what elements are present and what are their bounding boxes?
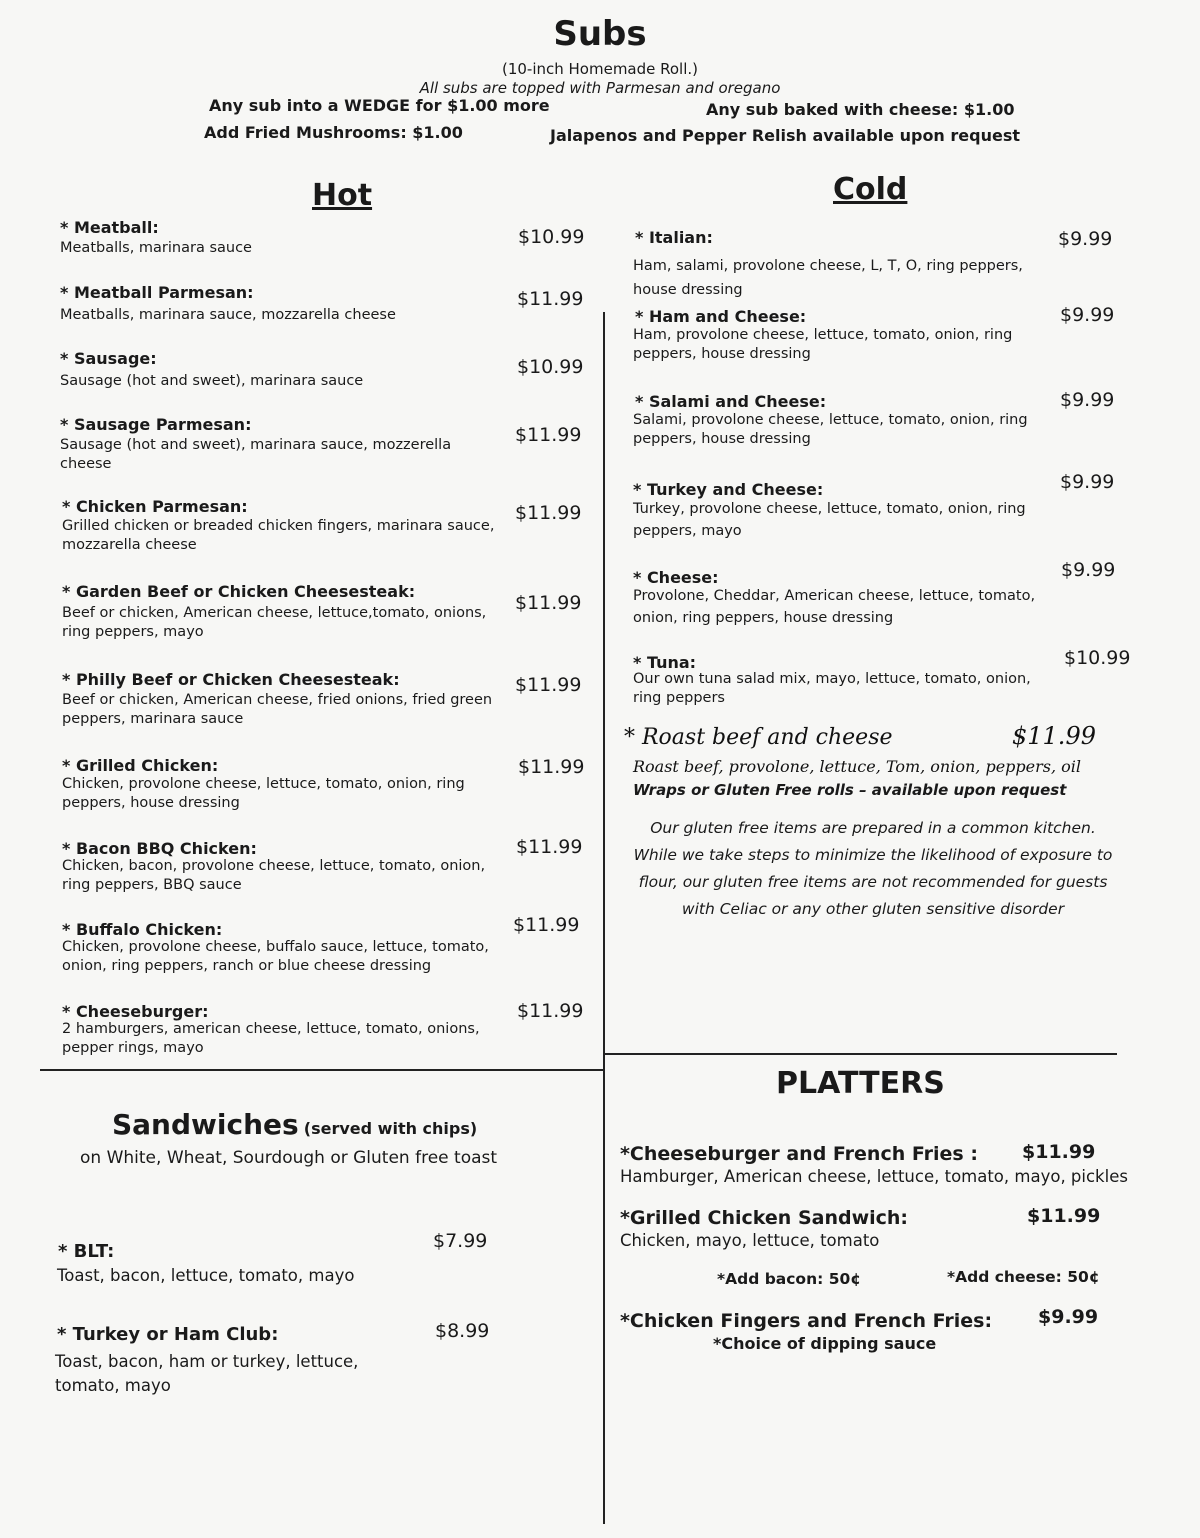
hot-item-price: $11.99 <box>518 756 585 778</box>
hot-item-price: $10.99 <box>517 356 584 378</box>
hot-item-desc: Chicken, provolone cheese, buffalo sauce, lettuce, tomato, onion, ring peppers, ranch or blue cheese dressing <box>62 939 489 974</box>
hot-item-desc: 2 hamburgers, american cheese, lettuce, tomato, onions, pepper rings, mayo <box>62 1021 480 1056</box>
cold-item-desc: Provolone, Cheddar, American cheese, lettuce, tomato, onion, ring peppers, house dressing <box>633 588 1036 626</box>
hot-item-name: * Buffalo Chicken: <box>62 920 223 939</box>
sandwiches-header <box>112 1108 477 1141</box>
cold-item-desc: Ham, salami, provolone cheese, L, T, O, ring peppers, house dressing <box>633 258 1023 298</box>
cold-item-price: $9.99 <box>1060 304 1115 326</box>
cold-item-price: $9.99 <box>1061 559 1116 581</box>
gluten-note-line: While we take steps to minimize the likelihood of exposure to <box>633 846 1113 864</box>
cold-item-name: * Tuna: <box>633 653 697 672</box>
cold-heading: Cold <box>833 172 908 207</box>
gluten-note-line: with Celiac or any other gluten sensitive disorder <box>681 900 1065 918</box>
hot-item-price: $11.99 <box>516 836 583 858</box>
platter-item-name: *Grilled Chicken Sandwich: <box>620 1207 909 1229</box>
cold-item-price: $9.99 <box>1058 228 1113 250</box>
cold-item-desc: Salami, provolone cheese, lettuce, tomato, onion, ring peppers, house dressing <box>633 412 1028 447</box>
cold-item-price: $10.99 <box>1064 647 1131 669</box>
baked-note: Any sub baked with cheese: $1.00 <box>706 100 1015 119</box>
hot-item-desc: Chicken, bacon, provolone cheese, lettuce, tomato, onion, ring peppers, BBQ sauce <box>62 858 486 893</box>
hot-item-price: $11.99 <box>515 424 582 446</box>
cold-item-price: $9.99 <box>1060 471 1115 493</box>
cold-item-desc: Turkey, provolone cheese, lettuce, tomato, onion, ring peppers, mayo <box>633 501 1026 539</box>
cold-item-name: * Salami and Cheese: <box>635 392 827 411</box>
platter-item-desc: *Choice of dipping sauce <box>713 1334 937 1353</box>
cold-item-desc: Ham, provolone cheese, lettuce, tomato, onion, ring peppers, house dressing <box>633 327 1013 362</box>
hot-item-name: * Sausage Parmesan: <box>60 415 252 434</box>
hot-item-name: * Sausage: <box>60 349 157 368</box>
hot-item-name: * Bacon BBQ Chicken: <box>62 839 257 858</box>
handwritten-item-desc: Roast beef, provolone, lettuce, Tom, onion, peppers, oil <box>633 757 1082 776</box>
hot-item-name: * Garden Beef or Chicken Cheesesteak: <box>62 582 416 601</box>
hot-item-desc: Sausage (hot and sweet), marinara sauce, mozzerella cheese <box>60 437 452 472</box>
cold-item-price: $9.99 <box>1060 389 1115 411</box>
platter-item-desc: Hamburger, American cheese, lettuce, tomato, mayo, pickles <box>620 1167 1128 1186</box>
platter-item-price: $11.99 <box>1027 1205 1101 1227</box>
platter-item-price: $9.99 <box>1038 1306 1099 1328</box>
hot-item-desc: Sausage (hot and sweet), marinara sauce <box>60 373 364 389</box>
cold-item-name: * Turkey and Cheese: <box>633 480 824 499</box>
cold-item-name: * Ham and Cheese: <box>635 307 807 326</box>
hot-item-desc: Beef or chicken, American cheese, lettuce,tomato, onions, ring peppers, mayo <box>62 605 487 640</box>
hot-item-price: $11.99 <box>515 592 582 614</box>
hot-item-name: * Grilled Chicken: <box>62 756 219 775</box>
cold-item-desc: Our own tuna salad mix, mayo, lettuce, tomato, onion, ring peppers <box>633 671 1031 706</box>
hot-item-name: * Meatball Parmesan: <box>60 283 254 302</box>
hot-item-price: $11.99 <box>515 674 582 696</box>
sandwiches-heading-note: (served with chips) <box>303 1119 478 1138</box>
sandwich-item-desc: Toast, bacon, lettuce, tomato, mayo <box>57 1266 355 1285</box>
wraps-note: Wraps or Gluten Free rolls – available upon request <box>633 781 1067 799</box>
platter-item-desc: Chicken, mayo, lettuce, tomato <box>620 1231 880 1250</box>
hot-item-name: * Meatball: <box>60 218 159 237</box>
hot-item-desc: Chicken, provolone cheese, lettuce, tomato, onion, ring peppers, house dressing <box>62 776 465 811</box>
hot-item-price: $11.99 <box>513 914 580 936</box>
sandwiches-heading: Sandwiches <box>112 1108 299 1141</box>
hot-item-desc: Grilled chicken or breaded chicken fingers, marinara sauce, mozzarella cheese <box>62 518 495 553</box>
add-cheese-note: *Add cheese: 50¢ <box>947 1268 1100 1286</box>
cold-item-name: * Cheese: <box>633 568 719 587</box>
jalapenos-note: Jalapenos and Pepper Relish available upon request <box>550 126 1020 145</box>
sandwich-item-name: * Turkey or Ham Club: <box>57 1324 279 1345</box>
sandwiches-bread-note: on White, Wheat, Sourdough or Gluten free toast <box>80 1148 498 1168</box>
hot-item-name: * Cheeseburger: <box>62 1002 209 1021</box>
column-divider <box>603 312 605 1524</box>
sandwich-item-name: * BLT: <box>58 1241 115 1262</box>
hot-item-price: $11.99 <box>517 288 584 310</box>
page-title: Subs <box>553 14 647 54</box>
hot-heading: Hot <box>312 178 373 213</box>
hot-item-desc: Beef or chicken, American cheese, fried onions, fried green peppers, marinara sauce <box>62 692 493 727</box>
hot-item-price: $11.99 <box>517 1000 584 1022</box>
gluten-note-line: flour, our gluten free items are not recommended for guests <box>638 873 1108 891</box>
gluten-free-note <box>618 815 1128 923</box>
hot-item-price: $10.99 <box>518 226 585 248</box>
mushrooms-note: Add Fried Mushrooms: $1.00 <box>204 123 463 142</box>
wedge-note: Any sub into a WEDGE for $1.00 more <box>209 96 550 115</box>
left-section-divider <box>40 1069 605 1071</box>
roll-note: (10-inch Homemade Roll.) <box>501 60 699 78</box>
hot-item-desc: Meatballs, marinara sauce <box>60 240 252 256</box>
hot-item-name: * Chicken Parmesan: <box>62 497 248 516</box>
handwritten-item-name: * Roast beef and cheese <box>624 725 893 750</box>
hot-item-price: $11.99 <box>515 502 582 524</box>
hot-item-name: * Philly Beef or Chicken Cheesesteak: <box>62 670 400 689</box>
platters-heading: PLATTERS <box>776 1066 945 1101</box>
topping-note: All subs are topped with Parmesan and oregano <box>419 79 781 97</box>
hot-item-desc: Meatballs, marinara sauce, mozzarella cheese <box>60 307 396 323</box>
sandwich-item-price: $7.99 <box>433 1230 488 1252</box>
platter-item-name: *Cheeseburger and French Fries : <box>620 1143 978 1165</box>
gluten-note-line: Our gluten free items are prepared in a common kitchen. <box>650 819 1096 837</box>
right-section-divider <box>605 1053 1117 1055</box>
platter-item-name: *Chicken Fingers and French Fries: <box>620 1310 993 1332</box>
sandwich-item-price: $8.99 <box>435 1320 490 1342</box>
sandwich-item-desc: Toast, bacon, ham or turkey, lettuce, tomato, mayo <box>55 1352 359 1395</box>
cold-item-name: * Italian: <box>635 228 713 247</box>
handwritten-item-price: $11.99 <box>1012 722 1096 750</box>
platter-item-price: $11.99 <box>1022 1141 1096 1163</box>
add-bacon-note: *Add bacon: 50¢ <box>717 1270 862 1288</box>
